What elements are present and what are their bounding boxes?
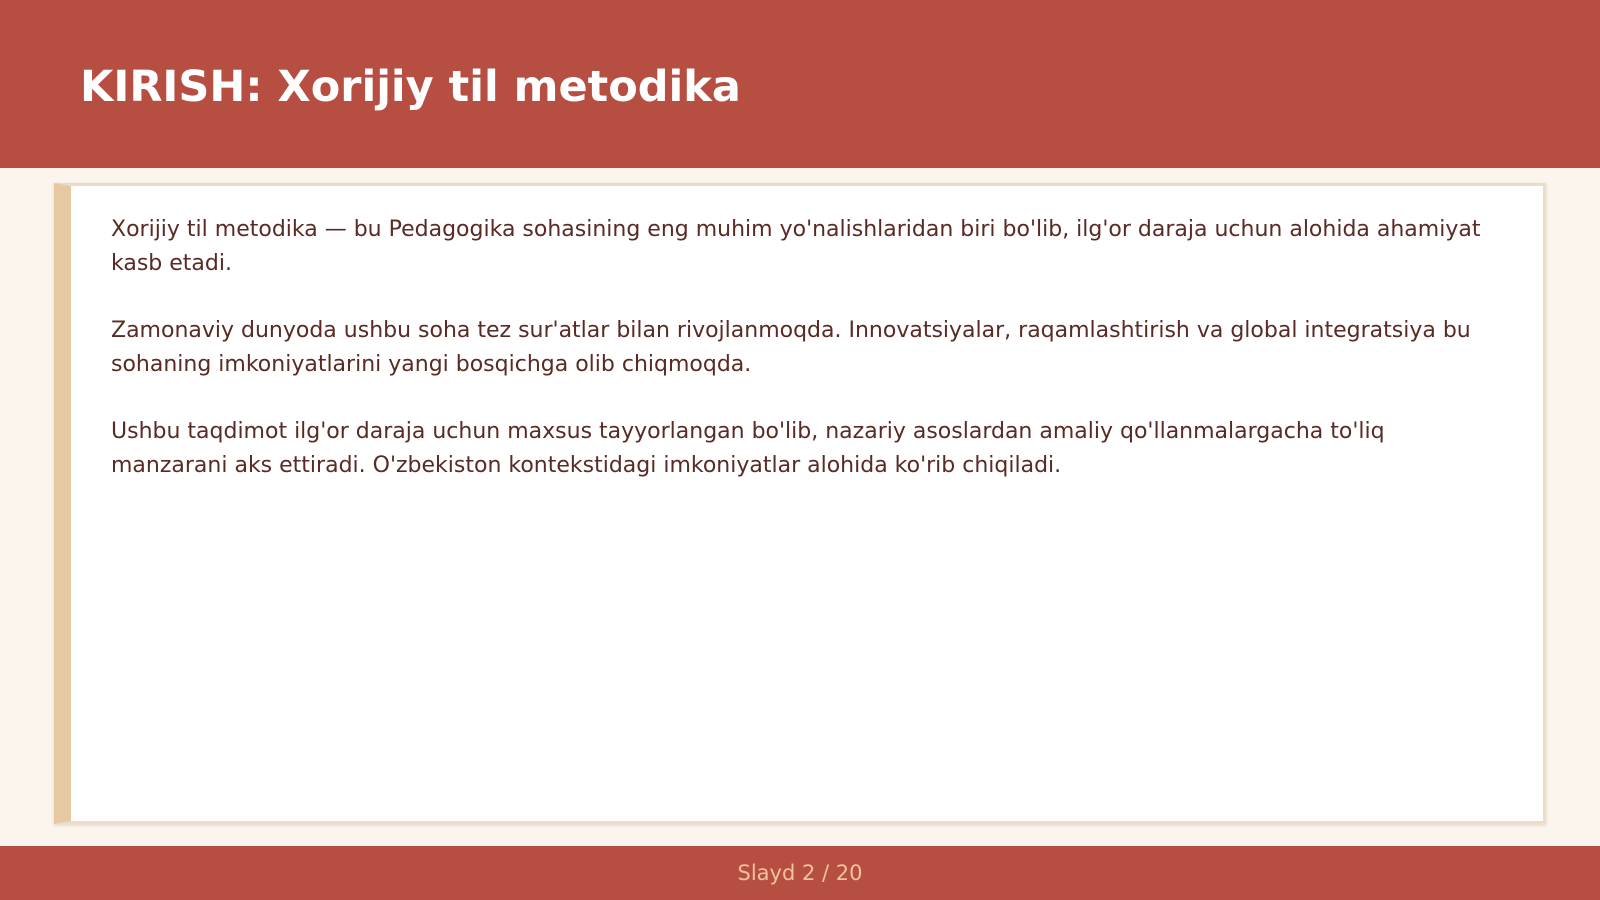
content-body	[111, 213, 1506, 516]
slide-title: KIRISH: Xorijiy til metodika	[80, 62, 741, 112]
slide-counter: Slayd 2 / 20	[737, 861, 863, 885]
slide-header	[0, 0, 1600, 168]
intro-paragraph-1: Xorijiy til metodika — bu Pedagogika sohasining eng muhim yo'nalishlaridan biri bo'lib, ilg'or daraja uchun alohida ahamiyat kasb etadi.	[111, 217, 1481, 276]
intro-paragraph-2: Zamonaviy dunyoda ushbu soha tez sur'atlar bilan rivojlanmoqda. Innovatsiyalar, raqamlashtirish va global integratsiya bu sohaning imkoniyatlarini yangi bosqichga olib chiqmoqda.	[111, 318, 1471, 377]
slide-footer	[0, 846, 1600, 900]
intro-paragraph-3: Ushbu taqdimot ilg'or daraja uchun maxsus tayyorlangan bo'lib, nazariy asoslardan amaliy qo'llanmalargacha to'liq manzarani aks ettiradi. O'zbekiston kontekstidagi imkoniyatlar alohida ko'rib chiqiladi.	[111, 419, 1385, 478]
content-card	[54, 183, 1546, 824]
